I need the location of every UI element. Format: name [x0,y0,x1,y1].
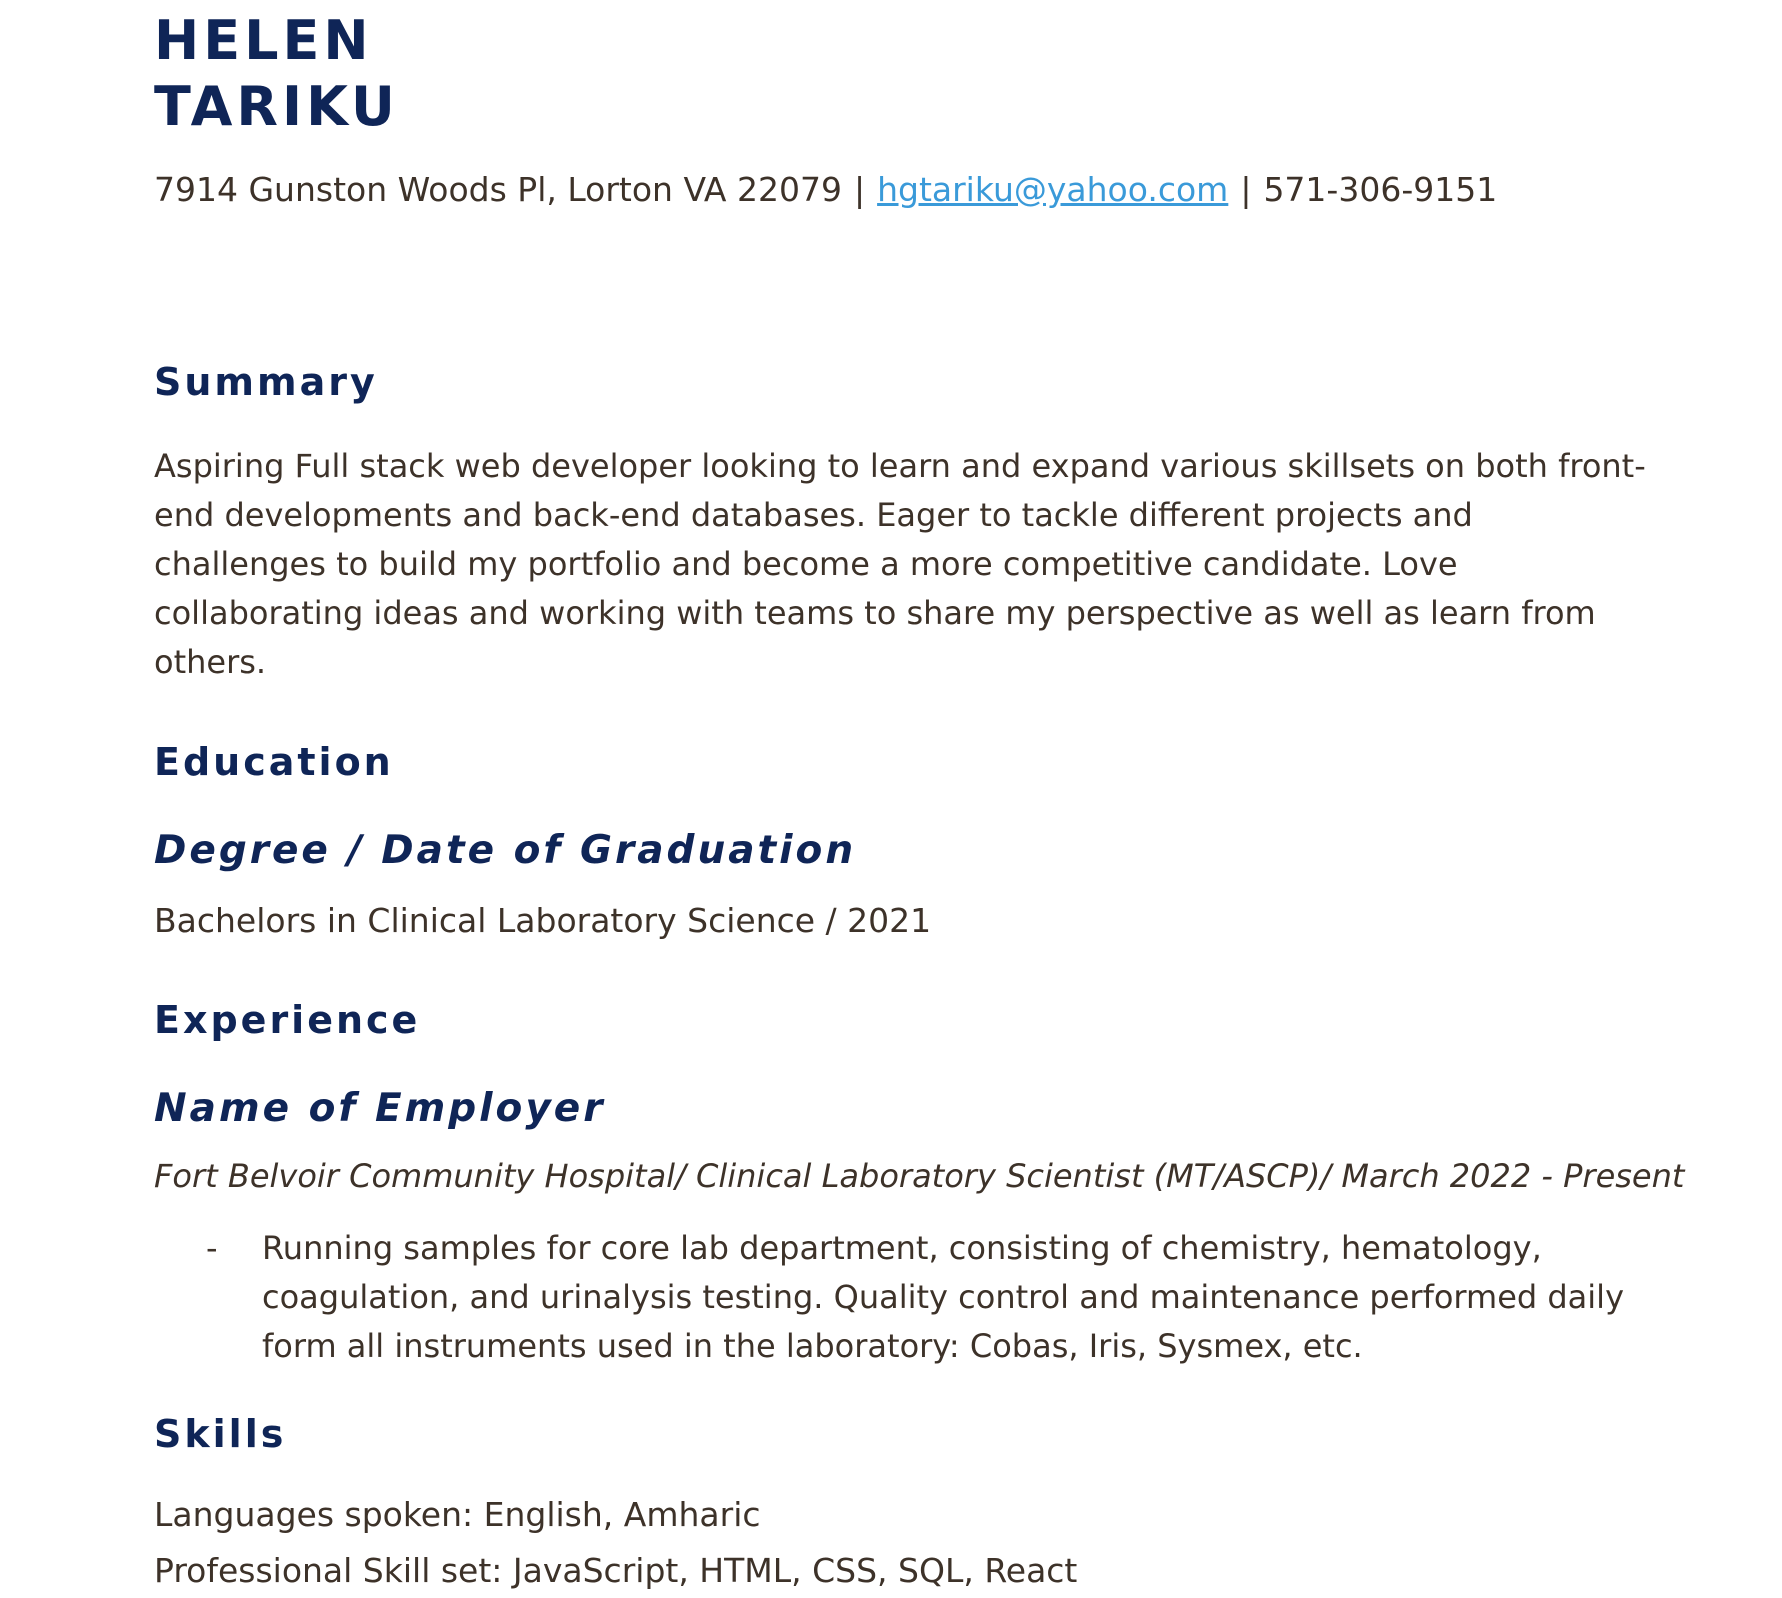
summary-heading: Summary [154,360,378,404]
bullet-marker: - [206,1229,218,1267]
experience-heading: Experience [154,998,421,1042]
last-name: TARIKU [154,75,399,138]
education-entry: Bachelors in Clinical Laboratory Science / 2021 [154,901,932,940]
phone-number: 571-306-9151 [1263,170,1498,209]
skills-professional: Professional Skill set: JavaScript, HTML, CSS, SQL, React [154,1551,1078,1590]
address: 7914 Gunston Woods Pl, Lorton VA 22079 [154,170,842,209]
separator: | [1240,170,1252,209]
education-subheading: Degree / Date of Graduation [154,828,857,873]
first-name: HELEN [154,9,373,72]
summary-text: Aspiring Full stack web developer looking to learn and expand various skillsets on both front-end developments and back-end databases. Eager to tackle different projects and challenges to build my portfolio and become a more competitive candidate. Love collaborating ideas and working with teams to share my perspective as well as learn from others. [154,447,1646,681]
experience-position: Fort Belvoir Community Hospital/ Clinical Laboratory Scientist (MT/ASCP)/ March 2022 - Present [154,1157,1685,1195]
email-link[interactable]: hgtariku@yahoo.com [877,170,1229,209]
separator: | [853,170,866,209]
bullet-text: Running samples for core lab department, consisting of chemistry, hematology, coagulation, and urinalysis testing. Quality control and maintenance performed daily form all instruments used in the laboratory: Cobas, Iris, Sysmex, etc. [262,1229,1624,1365]
contact-line [154,168,1497,212]
skills-heading: Skills [154,1412,287,1456]
skills-languages: Languages spoken: English, Amharic [154,1495,761,1534]
candidate-name [154,8,399,140]
experience-subheading: Name of Employer [154,1086,606,1131]
education-heading: Education [154,740,394,784]
